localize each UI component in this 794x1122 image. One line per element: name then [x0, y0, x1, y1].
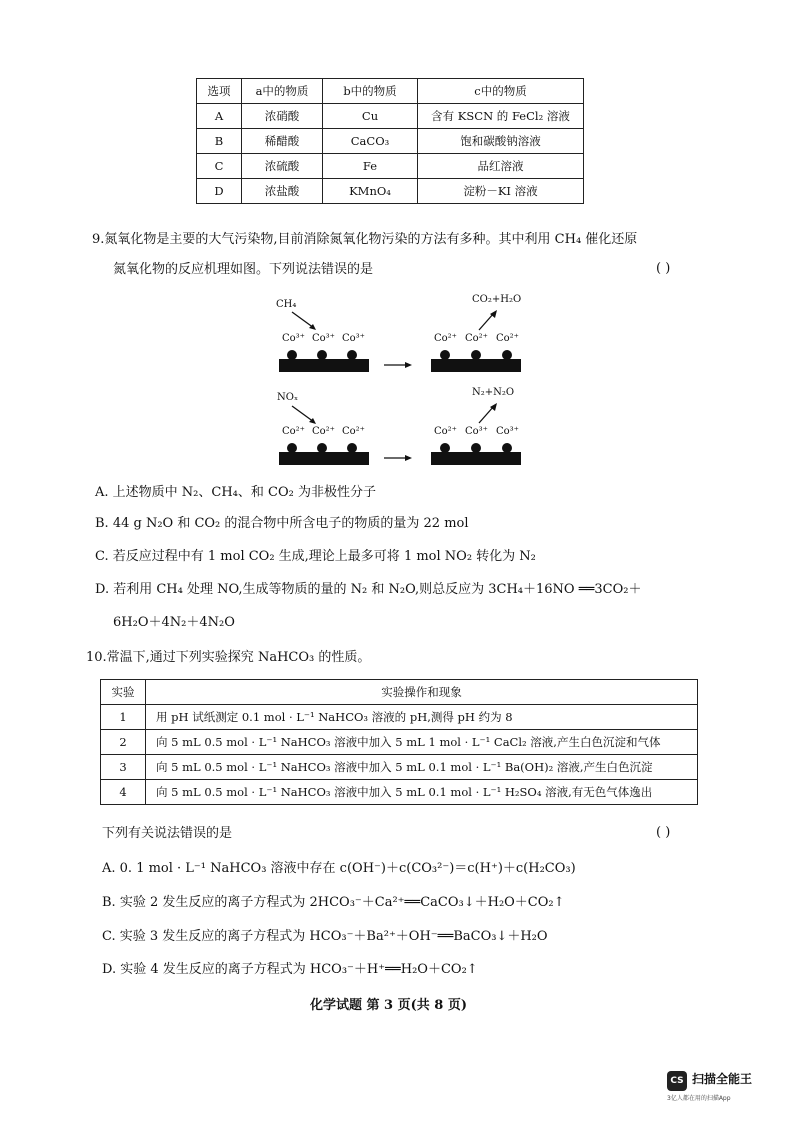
q9-stem-line1: 9.氮氧化物是主要的大气污染物,目前消除氮氧化物污染的方法有多种。其中利用 CH₄ 催化还原 [92, 232, 638, 247]
table-header: 实验操作和现象 [146, 680, 698, 705]
table-cell: A [197, 104, 242, 129]
table-cell: Cu [323, 104, 418, 129]
table-cell: 向 5 mL 0.5 mol · L⁻¹ NaHCO₃ 溶液中加入 5 mL 0.1 mol · L⁻¹ Ba(OH)₂ 溶液,产生白色沉淀 [146, 755, 698, 780]
co-ion-label: Co³⁺ [282, 333, 305, 344]
q10-answer-paren: ( ) [656, 825, 671, 840]
q9-option-a: A. 上述物质中 N₂、CH₄、和 CO₂ 为非极性分子 [95, 485, 376, 500]
reaction-arrow-icon [384, 360, 414, 370]
table-row [101, 730, 698, 755]
table-header: 实验 [101, 680, 146, 705]
q9-option-b: B. 44 g N₂O 和 CO₂ 的混合物中所含电子的物质的量为 22 mol [95, 516, 469, 531]
table-cell: 含有 KSCN 的 FeCl₂ 溶液 [418, 104, 584, 129]
table-cell: 品红溶液 [418, 154, 584, 179]
co-ion-label: Co³⁺ [342, 333, 365, 344]
catalyst-surface [431, 359, 521, 372]
table-cell: B [197, 129, 242, 154]
ch4-label: CH₄ [276, 299, 297, 310]
catalyst-surface [279, 452, 369, 465]
table-cell: C [197, 154, 242, 179]
co-ion-label: Co³⁺ [312, 333, 335, 344]
table-header: b中的物质 [323, 79, 418, 104]
co2-h2o-label: CO₂+H₂O [472, 294, 522, 305]
experiment-table [100, 679, 698, 805]
table-header: 选项 [197, 79, 242, 104]
co-ion-label: Co²⁺ [312, 426, 335, 437]
table-cell: 向 5 mL 0.5 mol · L⁻¹ NaHCO₃ 溶液中加入 5 mL 0.1 mol · L⁻¹ H₂SO₄ 溶液,有无色气体逸出 [146, 780, 698, 805]
arrow-out-icon [476, 401, 500, 425]
q10-option-a: A. 0. 1 mol · L⁻¹ NaHCO₃ 溶液中存在 c(OH⁻)＋c(CO₃²⁻)＝c(H⁺)＋c(H₂CO₃) [102, 861, 576, 876]
table-cell: 饱和碳酸钠溶液 [418, 129, 584, 154]
table-cell: 浓硫酸 [242, 154, 323, 179]
co-ion-label: Co³⁺ [496, 426, 519, 437]
arrow-in-icon [290, 404, 320, 426]
nox-label: NOₓ [277, 392, 299, 403]
co-ion-label: Co²⁺ [342, 426, 365, 437]
co-ion-label: Co²⁺ [434, 426, 457, 437]
table-cell: 2 [101, 730, 146, 755]
table-cell: D [197, 179, 242, 204]
table-header: c中的物质 [418, 79, 584, 104]
table-row [101, 755, 698, 780]
table-cell: 用 pH 试纸测定 0.1 mol · L⁻¹ NaHCO₃ 溶液的 pH,测得 pH 约为 8 [146, 705, 698, 730]
table-row [101, 780, 698, 805]
q9-stem-line2: 氮氧化物的反应机理如图。下列说法错误的是 [113, 262, 374, 277]
camscanner-logo-icon: CS [667, 1071, 687, 1091]
catalyst-surface [431, 452, 521, 465]
q10-option-d: D. 实验 4 发生反应的离子方程式为 HCO₃⁻＋H⁺══H₂O＋CO₂↑ [102, 962, 478, 977]
reaction-arrow-icon [384, 453, 414, 463]
table-cell: 向 5 mL 0.5 mol · L⁻¹ NaHCO₃ 溶液中加入 5 mL 1 mol · L⁻¹ CaCl₂ 溶液,产生白色沉淀和气体 [146, 730, 698, 755]
co-ion-label: Co²⁺ [465, 333, 488, 344]
q9-answer-paren: ( ) [656, 261, 671, 276]
co-ion-label: Co²⁺ [496, 333, 519, 344]
q9-option-c: C. 若反应过程中有 1 mol CO₂ 生成,理论上最多可将 1 mol NO₂ 转化为 N₂ [95, 549, 536, 564]
table-cell: 4 [101, 780, 146, 805]
q10-question: 下列有关说法错误的是 [102, 826, 233, 841]
table-header-row [101, 680, 698, 705]
q9-option-d-line1: D. 若利用 CH₄ 处理 NO,生成等物质的量的 N₂ 和 N₂O,则总反应为 3CH₄＋16NO ══3CO₂＋ [95, 582, 642, 597]
catalysis-diagram [0, 0, 794, 480]
co-ion-label: Co²⁺ [282, 426, 305, 437]
arrow-out-icon [476, 308, 500, 332]
table-cell: 3 [101, 755, 146, 780]
catalyst-surface [279, 359, 369, 372]
q10-option-c: C. 实验 3 发生反应的离子方程式为 HCO₃⁻＋Ba²⁺＋OH⁻══BaCO₃↓＋H₂O [102, 929, 548, 944]
table-cell: 1 [101, 705, 146, 730]
table-cell: 稀醋酸 [242, 129, 323, 154]
watermark-name: 扫描全能王 [692, 1072, 753, 1086]
table-cell: 浓盐酸 [242, 179, 323, 204]
arrow-in-icon [290, 310, 320, 332]
table-cell: 淀粉－KI 溶液 [418, 179, 584, 204]
watermark-sub: 3亿人都在用的扫描App [667, 1095, 731, 1102]
q10-stem: 10.常温下,通过下列实验探究 NaHCO₃ 的性质。 [86, 650, 371, 665]
co-ion-label: Co²⁺ [434, 333, 457, 344]
table-cell: CaCO₃ [323, 129, 418, 154]
co-ion-label: Co³⁺ [465, 426, 488, 437]
q10-option-b: B. 实验 2 发生反应的离子方程式为 2HCO₃⁻＋Ca²⁺══CaCO₃↓＋H₂O＋CO₂↑ [102, 895, 565, 910]
table-cell: KMnO₄ [323, 179, 418, 204]
table-cell: 浓硝酸 [242, 104, 323, 129]
n2-n2o-label: N₂+N₂O [472, 387, 515, 398]
table-cell: Fe [323, 154, 418, 179]
table-row [101, 705, 698, 730]
q9-option-d-line2: 6H₂O＋4N₂＋4N₂O [113, 615, 235, 630]
table-header: a中的物质 [242, 79, 323, 104]
page-footer: 化学试题 第 3 页(共 8 页) [310, 998, 468, 1013]
